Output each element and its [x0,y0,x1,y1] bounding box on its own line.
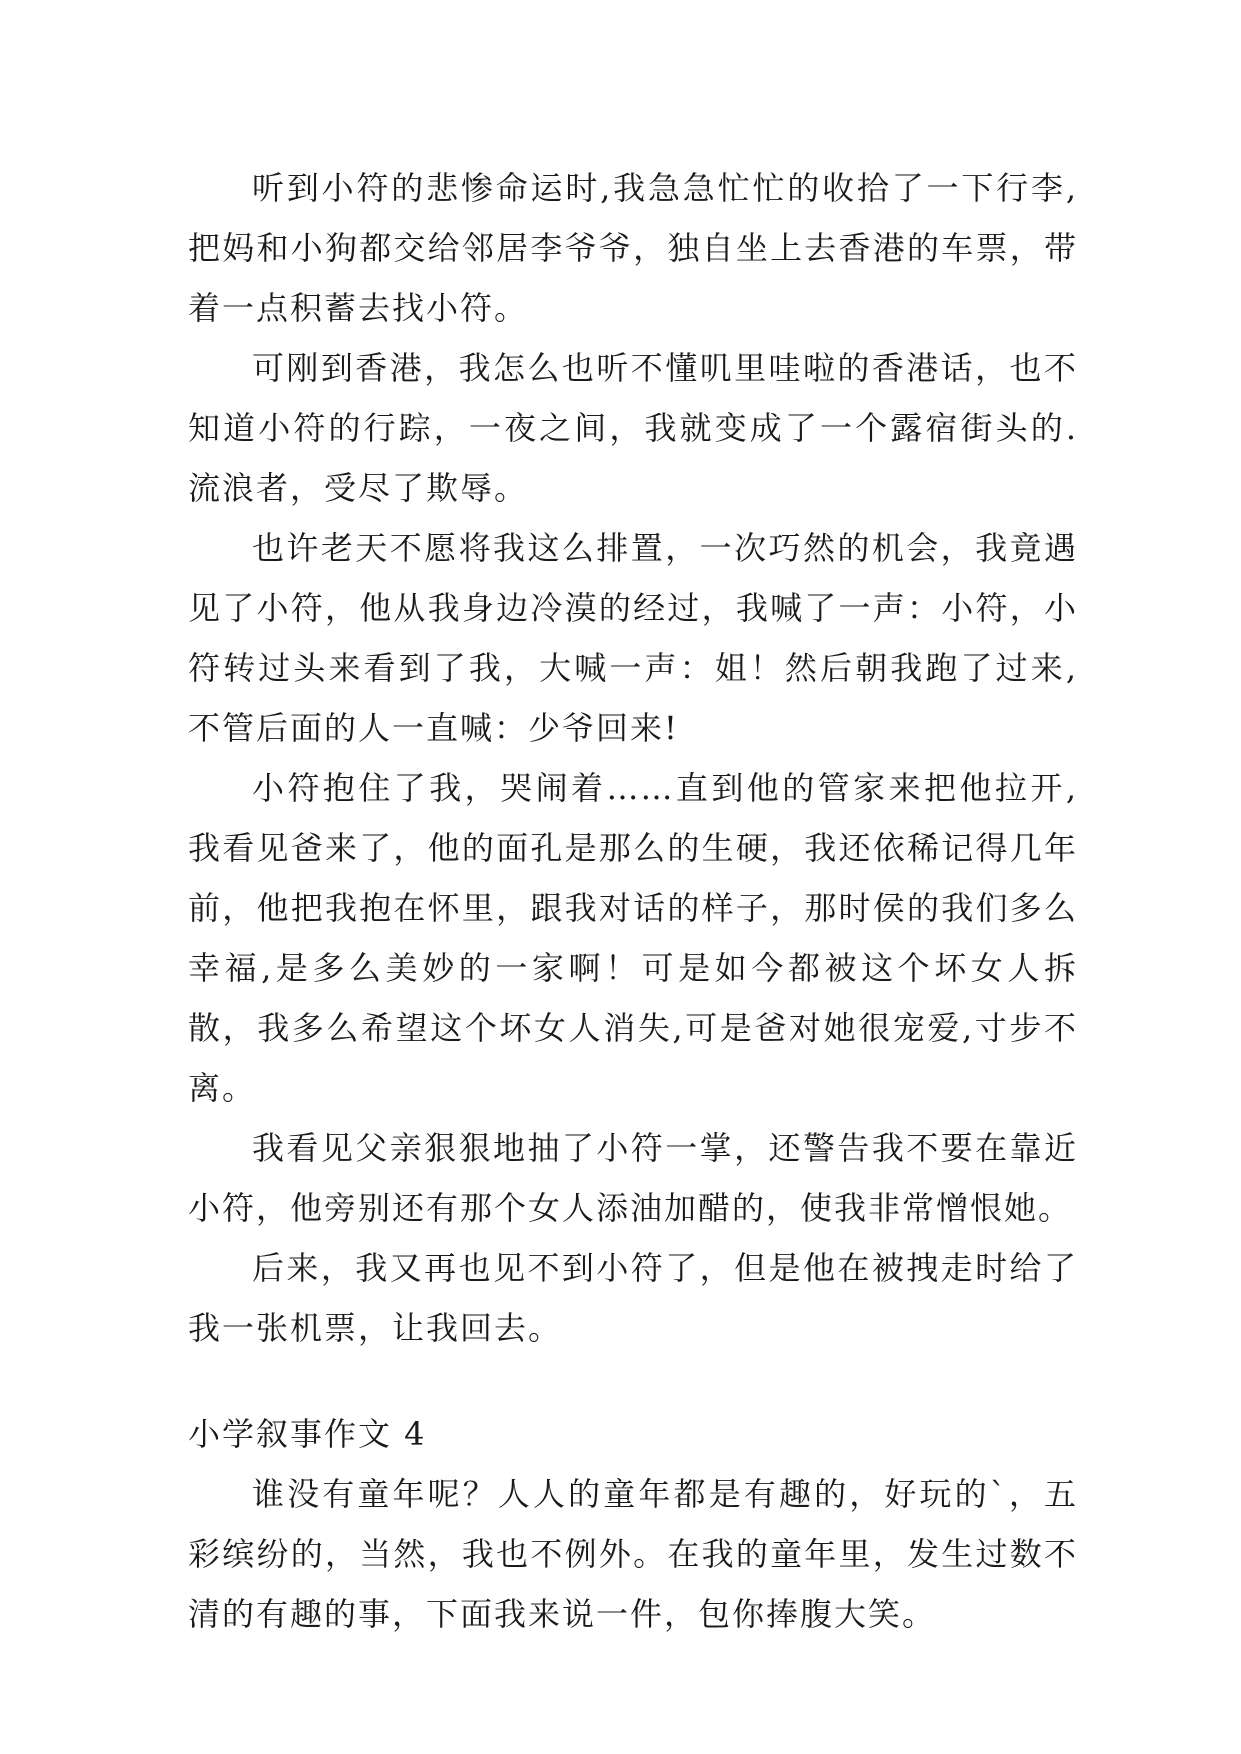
paragraph: 可刚到香港，我怎么也听不懂叽里哇啦的香港话，也不知道小符的行踪，一夜之间，我就变成了一个露宿街头的.流浪者，受尽了欺辱。 [188,349,1078,507]
paragraph: 后来，我又再也见不到小符了，但是他在被拽走时给了我一张机票，让我回去。 [188,1249,1078,1347]
document-body [188,158,1078,1644]
paragraph: 我看见父亲狠狠地抽了小符一掌，还警告我不要在靠近小符，他旁别还有那个女人添油加醋的，使我非常憎恨她。 [188,1129,1078,1227]
paragraph: 谁没有童年呢？人人的童年都是有趣的，好玩的`，五彩缤纷的，当然，我也不例外。在我的童年里，发生过数不清的有趣的事，下面我来说一件，包你捧腹大笑。 [188,1475,1078,1633]
section-heading: 小学叙事作文 4 [188,1415,427,1453]
paragraph: 也许老天不愿将我这么排置，一次巧然的机会，我竟遇见了小符，他从我身边冷漠的经过，我喊了一声：小符，小符转过头来看到了我，大喊一声：姐！然后朝我跑了过来,不管后面的人一直喊：少爷回来! [188,529,1078,747]
paragraph: 小符抱住了我，哭闹着……直到他的管家来把他拉开,我看见爸来了，他的面孔是那么的生硬，我还依稀记得几年前，他把我抱在怀里，跟我对话的样子，那时侯的我们多么幸福,是多么美妙的一家啊！可是如今都被这个坏女人拆散，我多么希望这个坏女人消失,可是爸对她很宠爱,寸步不离。 [188,769,1078,1107]
paragraph: 听到小符的悲惨命运时,我急急忙忙的收拾了一下行李,把妈和小狗都交给邻居李爷爷，独自坐上去香港的车票，带着一点积蓄去找小符。 [188,169,1078,327]
